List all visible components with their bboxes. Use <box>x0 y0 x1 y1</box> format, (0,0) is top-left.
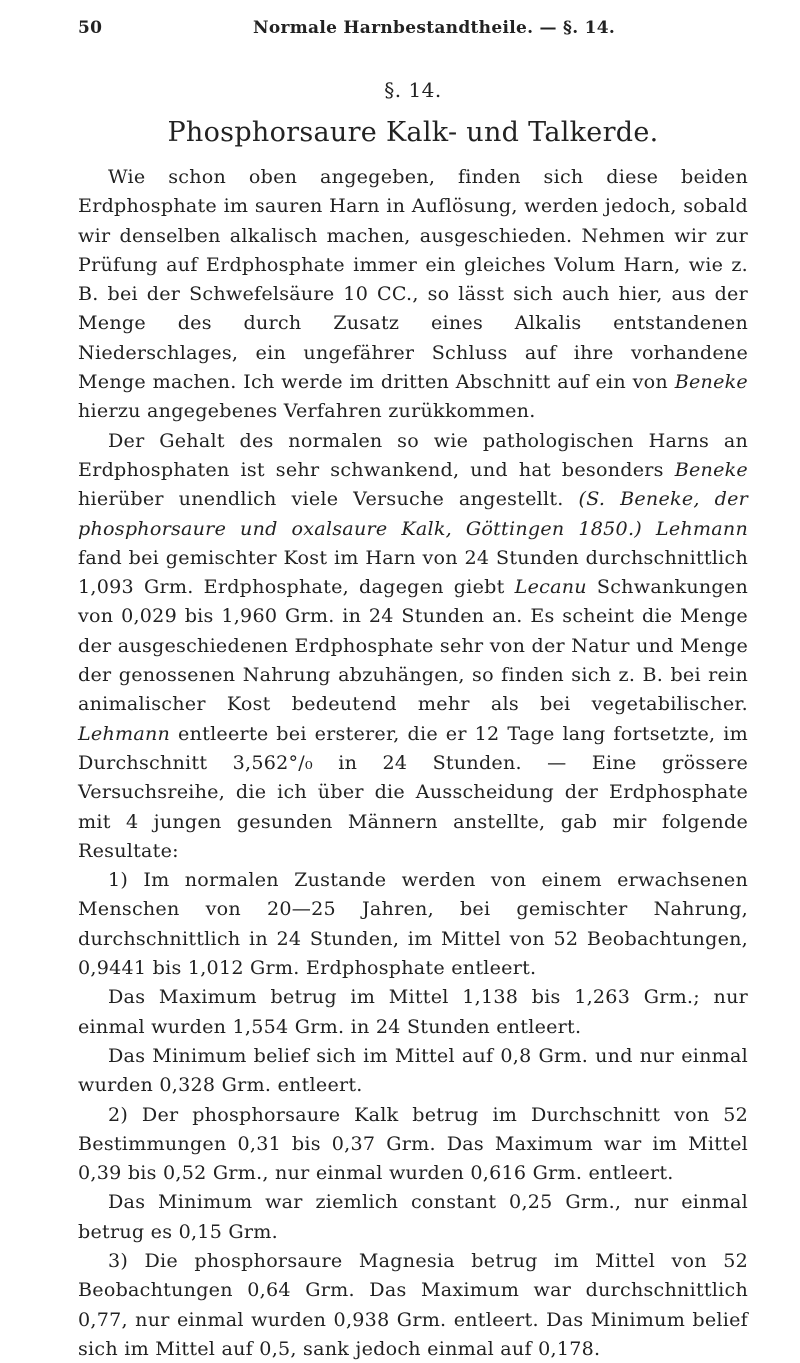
result-1: 1) Im normalen Zustande werden von einem erwachsenen Menschen von 20—25 Jahren, bei gemischter Nahrung, durchschnittlich in 24 Stunden, im Mittel von 52 Beobachtungen, 0,9441 bis 1,012 Grm. Erdphosphate entleert. <box>78 868 748 980</box>
result-1-maximum: Das Maximum betrug im Mittel 1,138 bis 1,263 Grm.; nur einmal wurden 1,554 Grm. in 24 Stunden entleert. <box>78 985 748 1038</box>
paragraph-text: Wie schon oben angegeben, finden sich diese beiden Erdphosphate im sauren Harn in Auflösung, werden jedoch, sobald wir denselben alkalisch machen, ausgeschieden. Nehmen wir zur Prüfung auf Erdphosphate immer ein gleiches Volum Harn, wie z. B. bei der Schwefelsäure 10 CC., so lässt sich auch hier, aus der Menge des durch Zusatz eines Alkalis entstandenen Niederschlages, ein ungefährer Schluss auf ihre vorhandene Menge machen. Ich werde im dritten Abschnitt auf ein von <box>78 165 748 394</box>
section-title: Phosphorsaure Kalk- und Talkerde. <box>167 117 659 148</box>
paragraph-text: hierzu angegebenes Verfahren zurükkommen. <box>78 399 536 423</box>
author-name: Lehmann <box>78 721 171 745</box>
paragraph-text: fand bei gemischter Kost im Harn von 24 Stunden durchschnittlich 1,093 Grm. Erdphosphate, dagegen giebt <box>78 545 748 599</box>
result-2-minimum: Das Minimum war ziemlich constant 0,25 Grm., nur einmal betrug es 0,15 Grm. <box>78 1190 748 1243</box>
section-number: §. 14. <box>384 78 442 102</box>
citation: (S. Beneke, der phosphorsaure und oxalsaure Kalk, Göttingen 1850.) Lehmann <box>78 487 748 540</box>
paragraph-text: Der Gehalt des normalen so wie pathologischen Harns an Erdphosphaten ist sehr schwankend, und hat besonders <box>78 428 748 481</box>
body-text <box>78 162 748 1363</box>
paragraph-text: entleerte bei ersterer, die er 12 Tage lang fortsetzte, im Durchschnitt 3,562°/₀ in 24 Stunden. — Eine grössere Versuchsreihe, die ich über die Ausscheidung der Erdphosphate mit 4 jungen gesunden Männern anstellte, gab mir folgende Resultate: <box>78 721 748 862</box>
result-2: 2) Der phosphorsaure Kalk betrug im Durchschnitt von 52 Bestimmungen 0,31 bis 0,37 Grm. Das Maximum war im Mittel 0,39 bis 0,52 Grm., nur einmal wurden 0,616 Grm. entleert. <box>78 1102 748 1185</box>
running-header <box>78 18 748 48</box>
author-name: Beneke <box>674 457 748 481</box>
result-3: 3) Die phosphorsaure Magnesia betrug im Mittel von 52 Beobachtungen 0,64 Grm. Das Maximum war durchschnittlich 0,77, nur einmal wurden 0,938 Grm. entleert. Das Minimum belief sich im Mittel auf 0,5, sank jedoch einmal auf 0,178. <box>78 1248 748 1360</box>
page-number: 50 <box>78 18 103 38</box>
page <box>78 18 748 1363</box>
author-name: Lecanu <box>514 575 587 599</box>
result-1-minimum: Das Minimum belief sich im Mittel auf 0,8 Grm. und nur einmal wurden 0,328 Grm. entleert. <box>78 1043 748 1097</box>
running-title: Normale Harnbestandtheile. — §. 14. <box>253 18 616 38</box>
author-name: Beneke <box>674 370 748 394</box>
paragraph-content <box>78 426 748 865</box>
paragraph-intro <box>78 162 748 426</box>
paragraph-text: hierüber unendlich viele Versuche angestellt. <box>78 487 579 511</box>
paragraph-text: Schwankungen von 0,029 bis 1,960 Grm. in 24 Stunden an. Es scheint die Menge der ausgeschiedenen Erdphosphate sehr von der Natur und Menge der genossenen Nahrung abzuhängen, so finden sich z. B. bei rein animalischer Kost bedeutend mehr als bei vegetabilischer. <box>78 575 748 716</box>
